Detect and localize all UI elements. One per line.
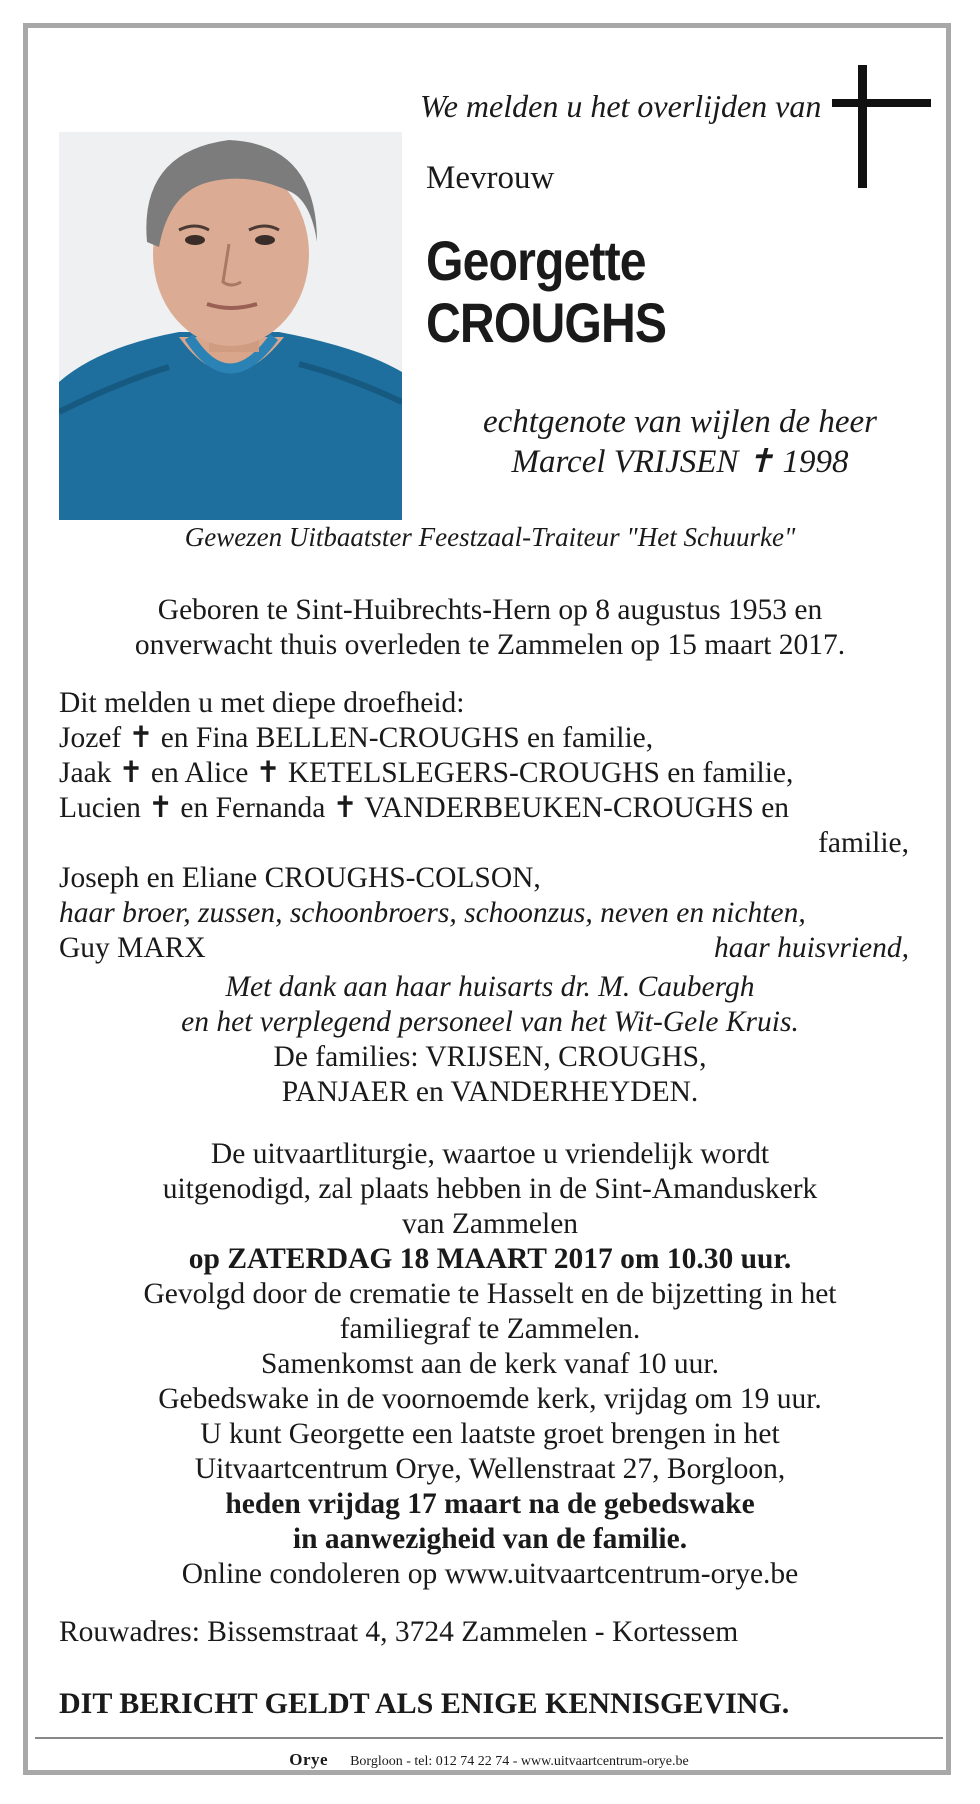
funeral-line: uitgenodigd, zal plaats hebben in de Sint-Amanduskerk <box>162 1173 818 1205</box>
mourner-line: Joseph en Eliane CROUGHS-COLSON, <box>59 862 541 894</box>
mourning-address: Rouwadres: Bissemstraat 4, 3724 Zammelen - Kortessem <box>59 1616 739 1648</box>
spouse-line-2: Marcel VRIJSEN ✝ 1998 <box>511 444 849 480</box>
birth-line-1: Geboren te Sint-Huibrechts-Hern op 8 augustus 1953 en <box>157 594 823 626</box>
birth-info <box>40 593 940 663</box>
online-condolences: Online condoleren op www.uitvaartcentrum-orye.be <box>181 1558 799 1590</box>
cross-icon-bar <box>832 99 931 107</box>
last-name: CROUGHS <box>426 291 667 354</box>
footer-divider <box>35 1737 943 1739</box>
cross-icon <box>858 65 867 188</box>
mourner-line-continued: familie, <box>818 827 909 859</box>
footer-contact: Borgloon - tel: 012 74 22 74 - www.uitvaartcentrum-orye.be <box>350 1754 689 1769</box>
first-name: Georgette <box>426 229 646 292</box>
funeral-line: familiegraf te Zammelen. <box>339 1313 641 1345</box>
portrait-photo <box>59 132 402 520</box>
thanks-line-1: Met dank aan haar huisarts dr. M. Caubergh <box>225 971 755 1003</box>
title: Mevrouw <box>426 160 555 196</box>
spouse-line-1: echtgenote van wijlen de heer <box>482 404 878 440</box>
mourner-line: Lucien ✝ en Fernanda ✝ VANDERBEUKEN-CROUGHS en <box>59 792 790 824</box>
funeral-line: De uitvaartliturgie, waartoe u vriendelijk wordt <box>210 1138 770 1170</box>
funeral-line: Samenkomst aan de kerk vanaf 10 uur. <box>261 1348 719 1380</box>
funeral-line: van Zammelen <box>401 1208 579 1240</box>
friend-name: Guy MARX <box>59 932 206 964</box>
mourners-intro: Dit melden u met diepe droefheid: <box>59 687 465 719</box>
funeral-line: U kunt Georgette een laatste groet brengen in het <box>200 1418 780 1450</box>
spouse-info <box>420 402 940 482</box>
mourners-block <box>59 686 909 966</box>
mourner-line: Jozef ✝ en Fina BELLEN-CROUGHS en familie, <box>59 722 654 754</box>
funeral-line: Gevolgd door de crematie te Hasselt en de bijzetting in het <box>143 1278 837 1310</box>
brand-logo: Orye <box>289 1750 329 1769</box>
funeral-block <box>40 1137 940 1592</box>
visitation-line-1: heden vrijdag 17 maart na de gebedswake <box>225 1488 755 1520</box>
birth-line-2: onverwacht thuis overleden te Zammelen op 15 maart 2017. <box>134 629 846 661</box>
footer <box>35 1750 943 1770</box>
thanks-block <box>40 970 940 1110</box>
notice: DIT BERICHT GELDT ALS ENIGE KENNISGEVING. <box>59 1687 790 1720</box>
funeral-line: Uitvaartcentrum Orye, Wellenstraat 27, Borgloon, <box>194 1453 786 1485</box>
intro-text: We melden u het overlijden van <box>420 88 822 124</box>
families-line-2: PANJAER en VANDERHEYDEN. <box>281 1076 699 1108</box>
relatives-line: haar broer, zussen, schoonbroers, schoonzus, neven en nichten, <box>59 897 806 929</box>
thanks-line-2: en het verplegend personeel van het Wit-Gele Kruis. <box>181 1006 799 1038</box>
friend-row <box>59 931 909 966</box>
families-line-1: De families: VRIJSEN, CROUGHS, <box>273 1041 707 1073</box>
visitation-line-2: in aanwezigheid van de familie. <box>292 1523 688 1555</box>
friend-role: haar huisvriend, <box>713 932 909 964</box>
funeral-date: op ZATERDAG 18 MAART 2017 om 10.30 uur. <box>188 1243 792 1275</box>
occupation: Gewezen Uitbaatster Feestzaal-Traiteur "Het Schuurke" <box>184 522 796 552</box>
deceased-name <box>426 230 666 354</box>
mourner-line: Jaak ✝ en Alice ✝ KETELSLEGERS-CROUGHS en familie, <box>59 757 794 789</box>
funeral-line: Gebedswake in de voornoemde kerk, vrijdag om 19 uur. <box>158 1383 822 1415</box>
